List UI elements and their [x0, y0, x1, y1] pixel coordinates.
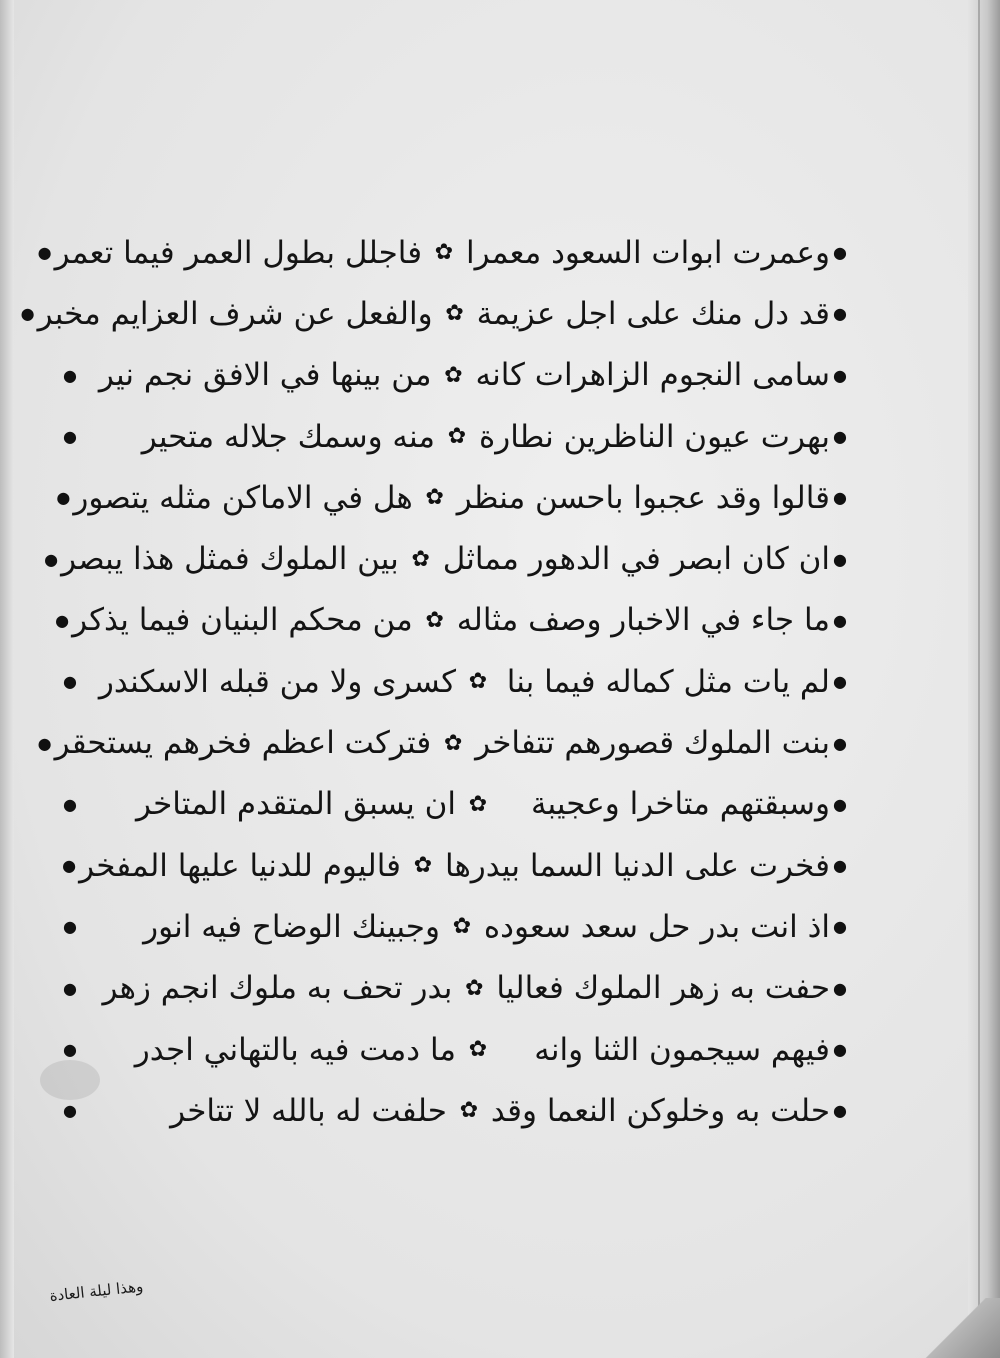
second-hemistich: هل في الاماكن مثله يتصور: [73, 479, 413, 516]
hemistich-separator-icon: ✿: [468, 1037, 488, 1062]
verse-start-dot-icon: ●: [833, 917, 847, 937]
first-hemistich: فيهم سيجمون الثنا وانه: [534, 1031, 830, 1068]
verse-start-dot-icon: ●: [833, 427, 847, 447]
second-hemistich: فاجلل بطول العمر فيما تعمر: [54, 234, 423, 271]
verse-start-dot-icon: ●: [833, 610, 847, 630]
first-hemistich: ان كان ابصر في الدهور مماثل: [442, 541, 830, 578]
verse-line: [60, 958, 850, 1019]
first-hemistich: قالوا وقد عجبوا باحسن منظر: [456, 479, 830, 516]
hemistich-separator-icon: ✿: [425, 607, 444, 633]
first-hemistich: بنت الملوك قصورهم تتفاخر: [475, 725, 830, 762]
verse-line: [60, 896, 850, 957]
verse-end-dot-icon: ●: [37, 243, 52, 263]
verse-start-dot-icon: ●: [833, 1040, 847, 1059]
second-hemistich: من محكم البنيان فيما يذكر: [72, 602, 413, 639]
verse-line: [55, 590, 850, 651]
verse-end-dot-icon: ●: [63, 917, 77, 937]
second-hemistich: ان يسبق المتقدم المتاخر: [136, 786, 456, 823]
hemistich-separator-icon: ✿: [411, 546, 430, 572]
verse-line: [60, 651, 850, 712]
first-hemistich: حلت به وخلوكن النعما وقد: [490, 1092, 830, 1129]
first-hemistich: سامى النجوم الزاهرات كانه: [475, 357, 830, 394]
verse-line: [60, 1019, 850, 1080]
hemistich-separator-icon: ✿: [452, 914, 472, 940]
page-right-edge: [968, 0, 1000, 1358]
second-hemistich: حلفت له بالله لا تتاخر: [170, 1092, 447, 1129]
verse-start-dot-icon: ●: [833, 549, 847, 569]
verse-start-dot-icon: ●: [833, 978, 847, 998]
verse-start-dot-icon: ●: [833, 1101, 847, 1121]
first-hemistich: اذ انت بدر حل سعد سعوده: [483, 908, 830, 945]
second-hemistich: فتركت اعظم فخرهم يستحقر: [54, 725, 432, 762]
verse-line: [37, 712, 850, 773]
marginal-note: وهذا ليلة العادة: [48, 1277, 144, 1305]
hemistich-separator-icon: ✿: [443, 730, 463, 756]
verse-end-dot-icon: ●: [62, 856, 77, 876]
verse-end-dot-icon: ●: [63, 1101, 77, 1121]
page-fold-corner: [910, 1298, 1000, 1358]
verse-line: [60, 835, 850, 896]
first-hemistich: وسبقتهم متاخرا وعجيبة: [530, 786, 830, 823]
verse-line: [20, 283, 850, 344]
verse-block: [20, 222, 850, 1141]
verse-end-dot-icon: ●: [55, 610, 70, 630]
verse-end-dot-icon: ●: [63, 427, 77, 447]
verse-end-dot-icon: ●: [37, 733, 52, 753]
second-hemistich: كسرى ولا من قبله الاسكندر: [98, 663, 456, 700]
verse-start-dot-icon: ●: [833, 243, 847, 263]
second-hemistich: بدر تحف به ملوك انجم زهر: [102, 970, 453, 1007]
verse-end-dot-icon: ●: [63, 794, 77, 814]
left-margin-shadow: [0, 0, 14, 1358]
first-hemistich: حفت به زهر الملوك فعاليا: [496, 970, 830, 1007]
verse-end-dot-icon: ●: [63, 672, 77, 692]
verse-start-dot-icon: ●: [833, 488, 847, 508]
first-hemistich: لم يات مثل كماله فيما بنا: [506, 663, 830, 700]
verse-start-dot-icon: ●: [833, 794, 847, 814]
verse-line: [60, 774, 850, 835]
verse-start-dot-icon: ●: [833, 365, 847, 385]
first-hemistich: قد دل منك على اجل عزيمة: [476, 295, 830, 332]
hemistich-separator-icon: ✿: [468, 791, 488, 817]
first-hemistich: بهرت عيون الناظرين نطارة: [479, 418, 830, 455]
hemistich-separator-icon: ✿: [434, 240, 454, 266]
second-hemistich: من بينها في الافق نجم نير: [98, 357, 432, 394]
verse-end-dot-icon: ●: [44, 549, 59, 569]
hemistich-separator-icon: ✿: [413, 853, 433, 879]
second-hemistich: ما دمت فيه بالتهاني اجدر: [134, 1031, 456, 1068]
verse-start-dot-icon: ●: [833, 304, 847, 324]
verse-start-dot-icon: ●: [833, 672, 847, 692]
verse-end-dot-icon: ●: [63, 1040, 77, 1059]
hemistich-separator-icon: ✿: [447, 424, 467, 450]
first-hemistich: وعمرت ابوات السعود معمرا: [466, 234, 830, 271]
verse-line: [60, 406, 850, 467]
verse-line: [56, 467, 850, 528]
second-hemistich: بين الملوك فمثل هذا يبصر: [61, 541, 399, 578]
second-hemistich: وجبينك الوضاح فيه انور: [143, 908, 440, 945]
verse-line: [60, 345, 850, 406]
page-edge-line: [978, 0, 980, 1358]
hemistich-separator-icon: ✿: [468, 669, 488, 695]
verse-line: [60, 1080, 850, 1141]
hemistich-separator-icon: ✿: [444, 362, 463, 388]
hemistich-separator-icon: ✿: [425, 485, 444, 511]
verse-end-dot-icon: ●: [63, 365, 77, 385]
first-hemistich: ما جاء في الاخبار وصف مثاله: [456, 602, 830, 639]
verse-end-dot-icon: ●: [63, 978, 77, 998]
verse-start-dot-icon: ●: [833, 733, 847, 753]
verse-line: [44, 528, 850, 589]
verse-end-dot-icon: ●: [56, 488, 71, 508]
verse-line: [37, 222, 850, 283]
hemistich-separator-icon: ✿: [465, 975, 484, 1001]
second-hemistich: والفعل عن شرف العزايم مخبر: [37, 295, 433, 332]
first-hemistich: فخرت على الدنيا السما بيدرها: [445, 847, 830, 884]
hemistich-separator-icon: ✿: [459, 1098, 479, 1124]
second-hemistich: فاليوم للدنيا عليها المفخر: [79, 847, 401, 884]
verse-end-dot-icon: ●: [20, 304, 35, 324]
second-hemistich: منه وسمك جلاله متحير: [141, 418, 436, 455]
hemistich-separator-icon: ✿: [445, 301, 464, 327]
verse-start-dot-icon: ●: [833, 856, 847, 876]
